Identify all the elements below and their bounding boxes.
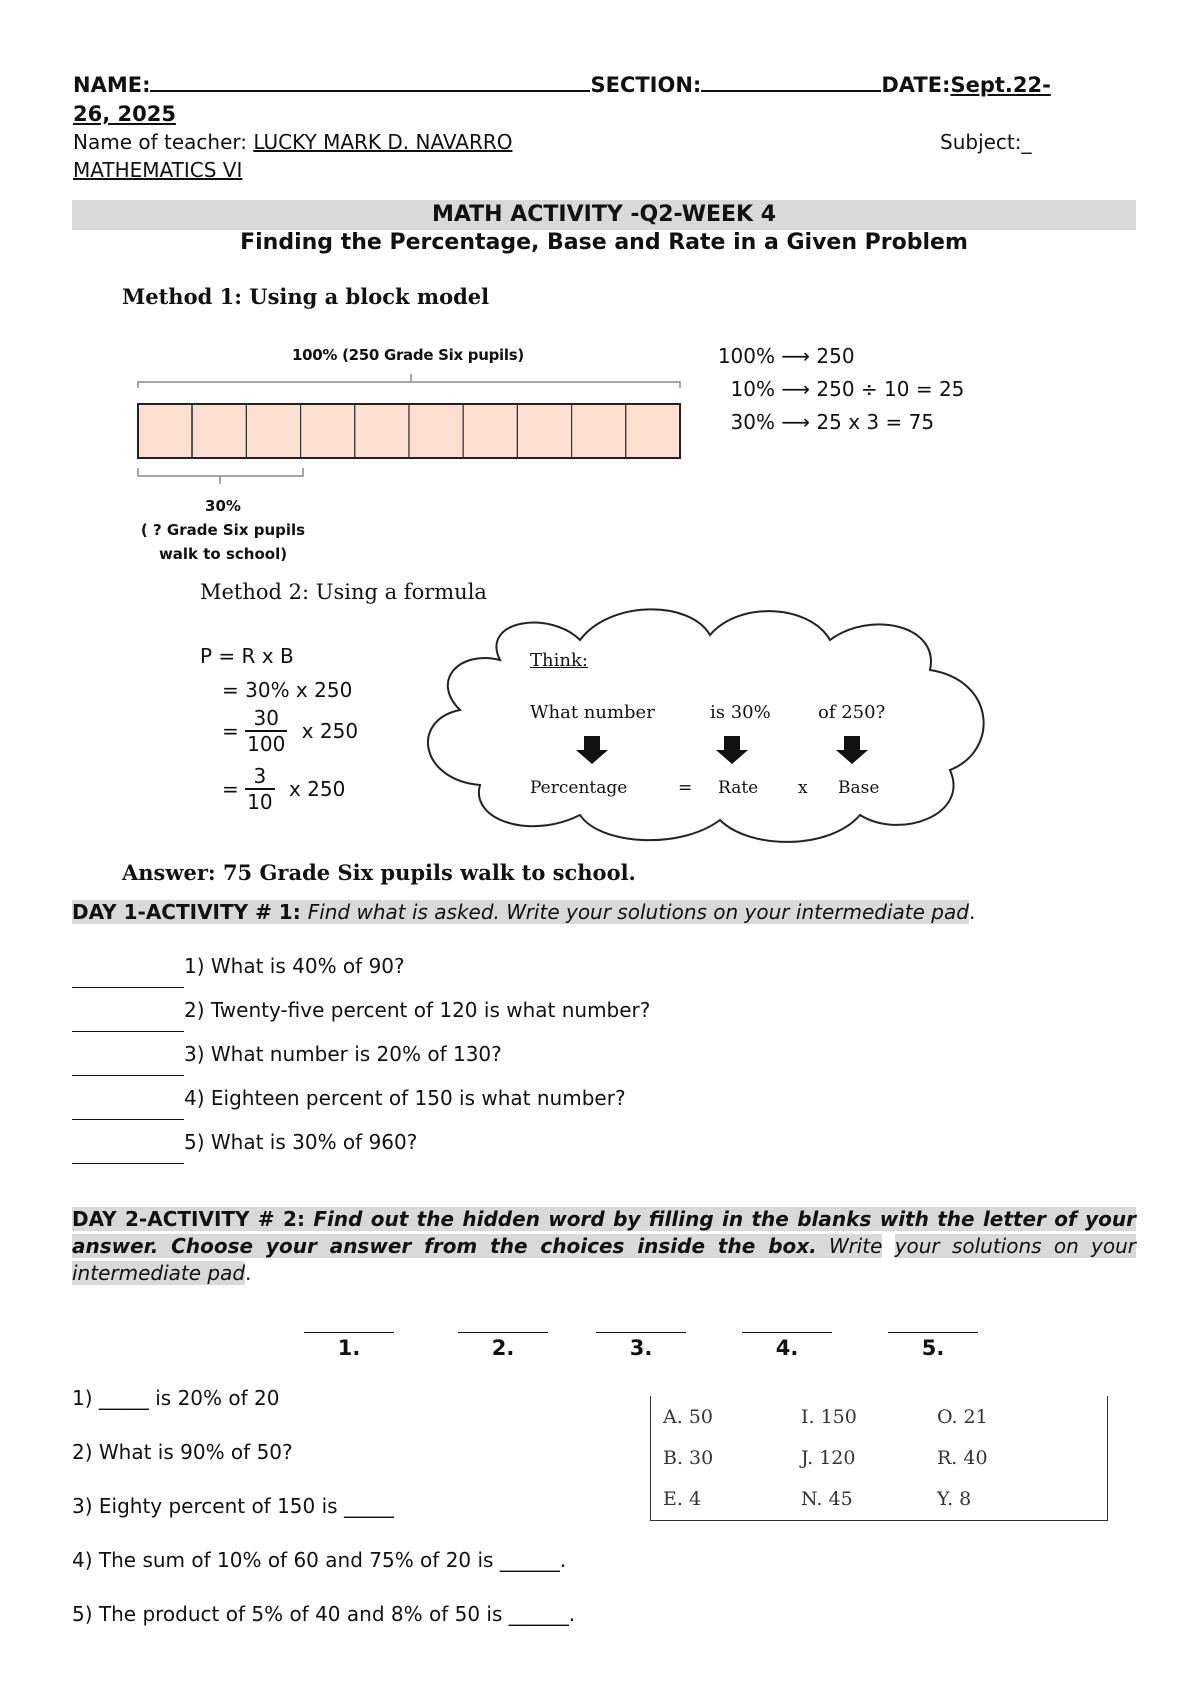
- block-cell: [572, 404, 626, 458]
- word-blank[interactable]: [458, 1332, 548, 1333]
- date-value: Sept.22-: [950, 73, 1051, 97]
- eq-sign: =: [222, 719, 239, 743]
- word-blank[interactable]: [304, 1332, 394, 1333]
- block-cell: [355, 404, 409, 458]
- list-item: 3) What number is 20% of 130?: [72, 1032, 650, 1076]
- answer-blank[interactable]: [72, 1099, 184, 1120]
- step-row: 30% ⟶ 25 x 3 = 75: [730, 410, 935, 434]
- list-item: 2) What is 90% of 50?: [72, 1440, 293, 1464]
- think-q2: is 30%: [710, 702, 771, 723]
- block-cell: [192, 404, 246, 458]
- think-q1: What number: [530, 702, 655, 723]
- list-item: 3) Eighty percent of 150 is _____: [72, 1494, 394, 1518]
- day1-heading: [72, 900, 975, 924]
- think-label: Think:: [530, 650, 588, 671]
- step-row: 10% ⟶ 250 ÷ 10 = 25: [730, 377, 965, 401]
- bottom-label-3: walk to school): [158, 545, 288, 563]
- think-eq: =: [678, 778, 693, 798]
- day1-instruction: Find what is asked. Write your solutions on your intermediate pad: [307, 900, 969, 924]
- block-cell: [301, 404, 355, 458]
- top-brace: [138, 374, 680, 388]
- answer-blank[interactable]: [72, 1143, 184, 1164]
- answer-blank[interactable]: _____: [343, 1494, 394, 1518]
- think-a3: Base: [838, 778, 880, 798]
- name-blank[interactable]: [150, 72, 590, 92]
- choice-item: R. 40: [937, 1447, 988, 1469]
- hidden-word-blanks: [304, 1332, 984, 1362]
- formula-line-2: = 30% x 250: [222, 678, 353, 702]
- word-blank-number: 4.: [775, 1336, 799, 1360]
- answer-blank[interactable]: ______: [499, 1548, 560, 1572]
- arrow-right-icon: ⟶: [781, 344, 811, 368]
- answer-blank[interactable]: [72, 1055, 184, 1076]
- header-line: [73, 72, 1133, 97]
- list-item: 1) What is 40% of 90?: [72, 944, 650, 988]
- eq-sign: =: [222, 777, 239, 801]
- choices-box: [650, 1396, 1108, 1521]
- choice-item: N. 45: [801, 1488, 853, 1510]
- bottom-brace: [138, 468, 303, 484]
- block-cell: [138, 404, 192, 458]
- word-blank-number: 2.: [491, 1336, 515, 1360]
- arrow-right-icon: ⟶: [781, 377, 811, 401]
- section-label: SECTION:: [590, 73, 702, 97]
- choice-item: A. 50: [663, 1406, 713, 1428]
- word-blank[interactable]: [888, 1332, 978, 1333]
- list-item: 2) Twenty-five percent of 120 is what number?: [72, 988, 650, 1032]
- frac2-tail: x 250: [288, 777, 346, 801]
- word-blank-number: 5.: [921, 1336, 945, 1360]
- teacher-label: Name of teacher:: [73, 130, 254, 154]
- think-x: x: [798, 778, 808, 798]
- method1-steps: [715, 340, 964, 439]
- day1-questions: [72, 944, 650, 1164]
- subject-label: Subject:_: [940, 130, 1032, 154]
- method1-heading: Method 1: Using a block model: [122, 284, 490, 309]
- step-row: 100% ⟶ 250: [717, 344, 855, 368]
- block-top-label: 100% (250 Grade Six pupils): [292, 346, 524, 364]
- choice-item: Y. 8: [937, 1488, 972, 1510]
- arrow-right-icon: ⟶: [781, 410, 811, 434]
- word-blank[interactable]: [742, 1332, 832, 1333]
- block-cell: [246, 404, 300, 458]
- day2-instruction: Find out the hidden word by filling in the blanks with the letter of your answer. Choose your answer from the choices inside the box.: [72, 1207, 1136, 1258]
- choice-item: O. 21: [937, 1406, 988, 1428]
- bottom-label-2: ( ? Grade Six pupils: [140, 521, 306, 539]
- answer-blank[interactable]: ______: [508, 1602, 569, 1626]
- list-item: 1) _____ is 20% of 20: [72, 1386, 280, 1410]
- list-item: 4) Eighteen percent of 150 is what number?: [72, 1076, 650, 1120]
- date-value-cont: 26, 2025: [73, 102, 176, 126]
- think-q3: of 250?: [818, 702, 886, 723]
- method2-heading: Method 2: Using a formula: [200, 580, 487, 604]
- method2-answer: Answer: 75 Grade Six pupils walk to school.: [122, 860, 636, 885]
- list-item: 5) The product of 5% of 40 and 8% of 50 is ______.: [72, 1602, 576, 1626]
- choice-item: B. 30: [663, 1447, 714, 1469]
- day2-heading: [72, 1206, 1136, 1287]
- block-cell: [626, 404, 680, 458]
- teacher-line: [73, 130, 512, 154]
- block-bottom-label: [138, 494, 308, 566]
- think-a2: Rate: [718, 778, 759, 798]
- block-cell: [463, 404, 517, 458]
- section-blank[interactable]: [701, 72, 881, 92]
- list-item: 4) The sum of 10% of 60 and 75% of 20 is ______.: [72, 1548, 567, 1572]
- answer-blank[interactable]: [72, 1011, 184, 1032]
- page-title: MATH ACTIVITY -Q2-WEEK 4: [431, 202, 777, 227]
- name-label: NAME:: [73, 73, 151, 97]
- day1-period: .: [968, 900, 976, 924]
- answer-blank[interactable]: _____: [98, 1386, 149, 1410]
- page-subtitle: Finding the Percentage, Base and Rate in a Given Problem: [240, 230, 968, 255]
- choice-item: J. 120: [801, 1447, 856, 1469]
- think-a1: Percentage: [530, 778, 628, 798]
- block-model: [130, 366, 690, 486]
- block-cell: [517, 404, 571, 458]
- choice-item: I. 150: [801, 1406, 857, 1428]
- word-blank-number: 3.: [629, 1336, 653, 1360]
- word-blank[interactable]: [596, 1332, 686, 1333]
- date-label: DATE:: [881, 73, 951, 97]
- day2-instruction-rest-2: your solutions on your intermediate pad: [72, 1234, 1137, 1285]
- list-item: 5) What is 30% of 960?: [72, 1120, 650, 1164]
- formula-line-1: P = R x B: [200, 644, 294, 668]
- subject-value: MATHEMATICS VI: [73, 158, 243, 182]
- day2-instruction-rest: Write: [816, 1234, 883, 1258]
- answer-blank[interactable]: [72, 967, 184, 988]
- bottom-label-1: 30%: [205, 497, 241, 515]
- frac1-tail: x 250: [301, 719, 359, 743]
- fraction-30-100: $\frac{30}{100}$: [247, 706, 286, 756]
- day1-label: DAY 1-ACTIVITY # 1:: [72, 900, 308, 924]
- day2-period: .: [245, 1261, 252, 1285]
- think-cloud: [410, 600, 1010, 850]
- blocks-group: [138, 404, 680, 458]
- formula-line-4: [222, 764, 345, 814]
- fraction-3-10: $\frac{3}{10}$: [247, 764, 273, 814]
- choice-item: E. 4: [663, 1488, 702, 1510]
- teacher-name: LUCKY MARK D. NAVARRO: [253, 130, 513, 154]
- word-blank-number: 1.: [337, 1336, 361, 1360]
- formula-line-3: [222, 706, 358, 756]
- block-cell: [409, 404, 463, 458]
- day2-label: DAY 2-ACTIVITY # 2:: [72, 1207, 314, 1231]
